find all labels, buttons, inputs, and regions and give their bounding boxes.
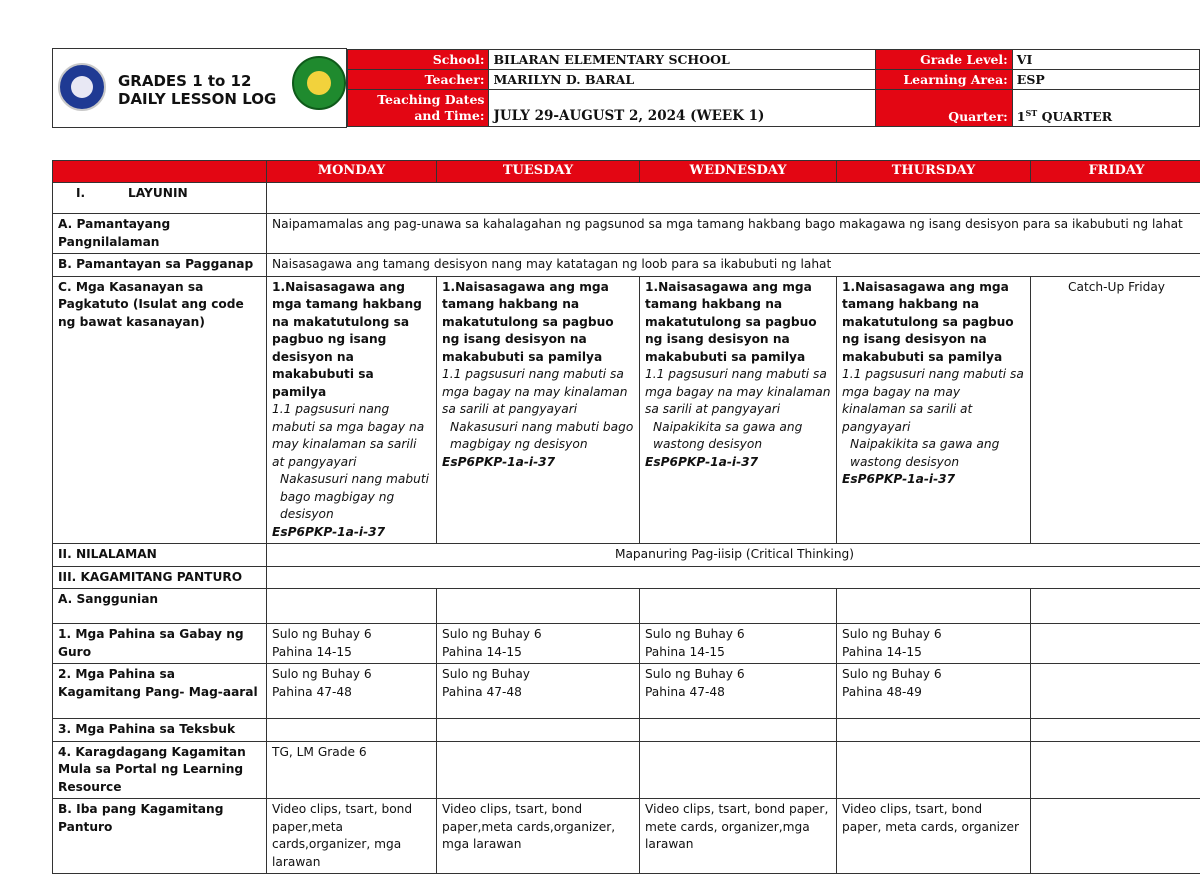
- kasanayan-friday: Catch-Up Friday: [1031, 276, 1200, 544]
- karagdagang-kagamitan-label: 4. Karagdagang Kagamitan Mula sa Portal ng Learning Resource: [53, 741, 267, 799]
- day-friday: FRIDAY: [1031, 161, 1200, 183]
- kasanayan-code: EsP6PKP-1a-i-37: [272, 524, 431, 542]
- table-cell: [1031, 719, 1200, 742]
- table-cell: [837, 741, 1031, 799]
- sanggunian-label: A. Sanggunian: [53, 589, 267, 624]
- header-info-table: [347, 49, 1200, 127]
- book-pages: Pahina 48-49: [842, 684, 1025, 702]
- gabay-guro-thursday: [837, 624, 1031, 664]
- book-pages: Pahina 14-15: [442, 644, 634, 662]
- kasanayan-sub-objective: 1.1 pagsusuri nang mabuti sa mga bagay na may kinalaman sa sarili at pangyayari: [842, 366, 1025, 436]
- lm-tuesday: [437, 664, 640, 719]
- book-title: Sulo ng Buhay 6: [645, 666, 831, 684]
- quarter-label: Quarter:: [876, 90, 1013, 127]
- table-row: [53, 214, 1200, 254]
- school-seal-logo: [292, 56, 346, 110]
- table-cell: [640, 589, 837, 624]
- kasanayan-sub-objective: 1.1 pagsusuri nang mabuti sa mga bagay na may kinalaman sa sarili at pangyayari: [272, 401, 431, 471]
- table-cell: [437, 741, 640, 799]
- book-pages: Pahina 47-48: [645, 684, 831, 702]
- dates-label-line-1: Teaching Dates: [352, 92, 484, 108]
- iba-pang-kagamitan-label: B. Iba pang Kagamitang Panturo: [53, 799, 267, 874]
- grade-label: Grade Level:: [876, 50, 1013, 70]
- kasanayan-objective: 1.Naisasagawa ang mga tamang hakbang na makatutulong sa pagbuo ng isang desisyon na makabubuti sa pamilya: [645, 279, 831, 367]
- iba-friday: [1031, 799, 1200, 874]
- grade-value: VI: [1012, 50, 1199, 70]
- school-label: School:: [348, 50, 489, 70]
- gabay-guro-friday: [1031, 624, 1200, 664]
- lm-monday: [267, 664, 437, 719]
- iba-tuesday: Video clips, tsart, bond paper,meta cards,organizer, mga larawan: [437, 799, 640, 874]
- gabay-guro-monday: [267, 624, 437, 664]
- lesson-log-table: [52, 160, 1200, 874]
- table-cell: [267, 719, 437, 742]
- kasanayan-objective: 1.Naisasagawa ang mga tamang hakbang na makatutulong sa pagbuo ng isang desisyon na makabubuti sa pamilya: [272, 279, 431, 402]
- iba-wednesday: Video clips, tsart, bond paper, mete cards, organizer,mga larawan: [640, 799, 837, 874]
- pamantayang-pangnilalaman-text: Naipamamalas ang pag-unawa sa kahalagahan ng pagsunod sa mga tamang hakbang bago makagawa ng isang desisyon para sa ikabubuti ng lahat: [267, 214, 1200, 254]
- lm-wednesday: [640, 664, 837, 719]
- book-pages: Pahina 14-15: [842, 644, 1025, 662]
- day-wednesday: WEDNESDAY: [640, 161, 837, 183]
- karagdagang-monday: TG, LM Grade 6: [267, 741, 437, 799]
- kasanayan-indicator: Naipakikita sa gawa ang wastong desisyon: [645, 419, 831, 454]
- table-row: [53, 664, 1200, 719]
- layunin-content: [267, 183, 1200, 214]
- nilalaman-label: II. NILALAMAN: [53, 544, 267, 567]
- table-row: [53, 566, 1200, 589]
- book-title: Sulo ng Buhay 6: [842, 626, 1025, 644]
- table-row: [53, 254, 1200, 277]
- gabay-guro-label: 1. Mga Pahina sa Gabay ng Guro: [53, 624, 267, 664]
- kasanayan-sub-objective: 1.1 pagsusuri nang mabuti sa mga bagay na may kinalaman sa sarili at pangyayari: [645, 366, 831, 419]
- kasanayan-wednesday: [640, 276, 837, 544]
- gabay-guro-tuesday: [437, 624, 640, 664]
- kagamitan-content: [267, 566, 1200, 589]
- table-row: [53, 183, 1200, 214]
- book-title: Sulo ng Buhay 6: [442, 626, 634, 644]
- kasanayan-label: C. Mga Kasanayan sa Pagkatuto (Isulat ang code ng bawat kasanayan): [53, 276, 267, 544]
- title-line-1: GRADES 1 to 12: [118, 72, 276, 90]
- day-tuesday: TUESDAY: [437, 161, 640, 183]
- kasanayan-indicator: Nakasusuri nang mabuti bago magbigay ng desisyon: [272, 471, 431, 524]
- table-cell: [437, 719, 640, 742]
- iba-monday: Video clips, tsart, bond paper,meta cards,organizer, mga larawan: [267, 799, 437, 874]
- quarter-suffix: ST: [1026, 108, 1038, 118]
- kagamitang-mag-aaral-label: 2. Mga Pahina sa Kagamitang Pang- Mag-aaral: [53, 664, 267, 719]
- kasanayan-code: EsP6PKP-1a-i-37: [442, 454, 634, 472]
- book-title: Sulo ng Buhay 6: [645, 626, 831, 644]
- kagamitan-label: III. KAGAMITANG PANTURO: [53, 566, 267, 589]
- pamantayan-pagganap-label: B. Pamantayan sa Pagganap: [53, 254, 267, 277]
- table-row: [53, 624, 1200, 664]
- table-row: [53, 589, 1200, 624]
- document-title: [118, 72, 276, 108]
- nilalaman-text: Mapanuring Pag-iisip (Critical Thinking): [267, 544, 1200, 567]
- kasanayan-thursday: [837, 276, 1031, 544]
- kasanayan-objective: 1.Naisasagawa ang mga tamang hakbang na makatutulong sa pagbuo ng isang desisyon na makabubuti sa pamilya: [842, 279, 1025, 367]
- layunin-text: LAYUNIN: [128, 186, 188, 200]
- book-title: Sulo ng Buhay: [442, 666, 634, 684]
- iba-thursday: Video clips, tsart, bond paper, meta cards, organizer: [837, 799, 1031, 874]
- table-row: [53, 799, 1200, 874]
- book-title: Sulo ng Buhay 6: [842, 666, 1025, 684]
- title-line-2: DAILY LESSON LOG: [118, 90, 276, 108]
- kasanayan-indicator: Nakasusuri nang mabuti bago magbigay ng desisyon: [442, 419, 634, 454]
- quarter-text: QUARTER: [1042, 109, 1113, 124]
- kasanayan-sub-objective: 1.1 pagsusuri nang mabuti sa mga bagay na may kinalaman sa sarili at pangyayari: [442, 366, 634, 419]
- table-cell: [1031, 589, 1200, 624]
- book-title: Sulo ng Buhay 6: [272, 626, 431, 644]
- table-row: [53, 544, 1200, 567]
- teksbuk-label: 3. Mga Pahina sa Teksbuk: [53, 719, 267, 742]
- book-title: Sulo ng Buhay 6: [272, 666, 431, 684]
- kasanayan-code: EsP6PKP-1a-i-37: [842, 471, 1025, 489]
- deped-seal-logo: [58, 63, 106, 111]
- table-cell: [437, 589, 640, 624]
- pamantayan-pagganap-text: Naisasagawa ang tamang desisyon nang may katatagan ng loob para sa ikabubuti ng lahat: [267, 254, 1200, 277]
- kasanayan-code: EsP6PKP-1a-i-37: [645, 454, 831, 472]
- dates-label-line-2: and Time:: [352, 108, 484, 124]
- layunin-number: I.: [58, 185, 128, 203]
- book-pages: Pahina 14-15: [645, 644, 831, 662]
- dates-label: [348, 90, 489, 127]
- kasanayan-tuesday: [437, 276, 640, 544]
- book-pages: Pahina 47-48: [442, 684, 634, 702]
- lm-friday: [1031, 664, 1200, 719]
- table-row: [53, 741, 1200, 799]
- quarter-value: [1012, 90, 1199, 127]
- area-label: Learning Area:: [876, 70, 1013, 90]
- days-header-row: [53, 161, 1200, 183]
- table-cell: [640, 719, 837, 742]
- area-value: ESP: [1012, 70, 1199, 90]
- book-pages: Pahina 14-15: [272, 644, 431, 662]
- teacher-label: Teacher:: [348, 70, 489, 90]
- table-cell: [837, 719, 1031, 742]
- table-cell: [640, 741, 837, 799]
- kasanayan-monday: [267, 276, 437, 544]
- kasanayan-indicator: Naipakikita sa gawa ang wastong desisyon: [842, 436, 1025, 471]
- day-thursday: THURSDAY: [837, 161, 1031, 183]
- table-row: [53, 276, 1200, 544]
- quarter-number: 1: [1017, 109, 1026, 124]
- gabay-guro-wednesday: [640, 624, 837, 664]
- school-value: BILARAN ELEMENTARY SCHOOL: [489, 50, 876, 70]
- teacher-value: MARILYN D. BARAL: [489, 70, 876, 90]
- table-row: [53, 719, 1200, 742]
- corner-cell: [53, 161, 267, 183]
- table-cell: [1031, 741, 1200, 799]
- lm-thursday: [837, 664, 1031, 719]
- dates-value: JULY 29-AUGUST 2, 2024 (WEEK 1): [489, 90, 876, 127]
- book-pages: Pahina 47-48: [272, 684, 431, 702]
- table-cell: [837, 589, 1031, 624]
- kasanayan-objective: 1.Naisasagawa ang mga tamang hakbang na makatutulong sa pagbuo ng isang desisyon na makabubuti sa pamilya: [442, 279, 634, 367]
- day-monday: MONDAY: [267, 161, 437, 183]
- layunin-label: [53, 183, 267, 214]
- table-cell: [267, 589, 437, 624]
- pamantayang-pangnilalaman-label: A. Pamantayang Pangnilalaman: [53, 214, 267, 254]
